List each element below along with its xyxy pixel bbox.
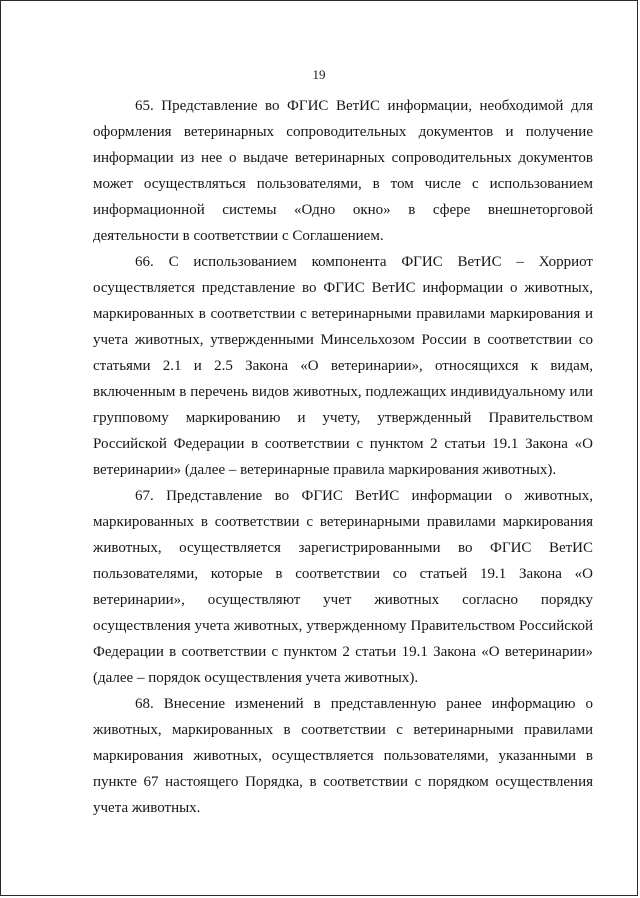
paragraph-66: 66. С использованием компонента ФГИС ВетИС – Хорриот осуществляется представление во ФГИС ВетИС информации о животных, маркированных в соответствии с ветеринарными правилами маркирования и учета животных, утвержденными Минсельхозом России в соответствии со статьями 2.1 и 2.5 Закона «О ветеринарии», относящихся к видам, включенным в перечень видов животных, подлежащих индивидуальному или групповому маркированию и учету, утвержденный Правительством Российской Федерации в соответствии с пунктом 2 статьи 19.1 Закона «О ветеринарии» (далее – ветеринарные правила маркирования животных). bbox=[93, 254, 593, 478]
document-body bbox=[93, 93, 593, 821]
page-number: 19 bbox=[312, 67, 326, 82]
paragraph-67: 67. Представление во ФГИС ВетИС информации о животных, маркированных в соответствии с ветеринарными правилами маркирования животных, осуществляется зарегистрированными во ФГИС ВетИС пользователями, которые в соответствии со статьей 19.1 Закона «О ветеринарии», осуществляют учет животных согласно порядку осуществления учета животных, утвержденному Правительством Российской Федерации в соответствии с пунктом 2 статьи 19.1 Закона «О ветеринарии» (далее – порядок осуществления учета животных). bbox=[93, 488, 593, 686]
paragraph-65: 65. Представление во ФГИС ВетИС информации, необходимой для оформления ветеринарных сопроводительных документов и получение информации из нее о выдаче ветеринарных сопроводительных документов может осуществляться пользователями, в том числе с использованием информационной системы «Одно окно» в сфере внешнеторговой деятельности в соответствии с Соглашением. bbox=[93, 98, 593, 244]
paragraph-68: 68. Внесение изменений в представленную ранее информацию о животных, маркированных в соответствии с ветеринарными правилами маркирования животных, осуществляется пользователями, указанными в пункте 67 настоящего Порядка, в соответствии с порядком осуществления учета животных. bbox=[93, 696, 593, 816]
